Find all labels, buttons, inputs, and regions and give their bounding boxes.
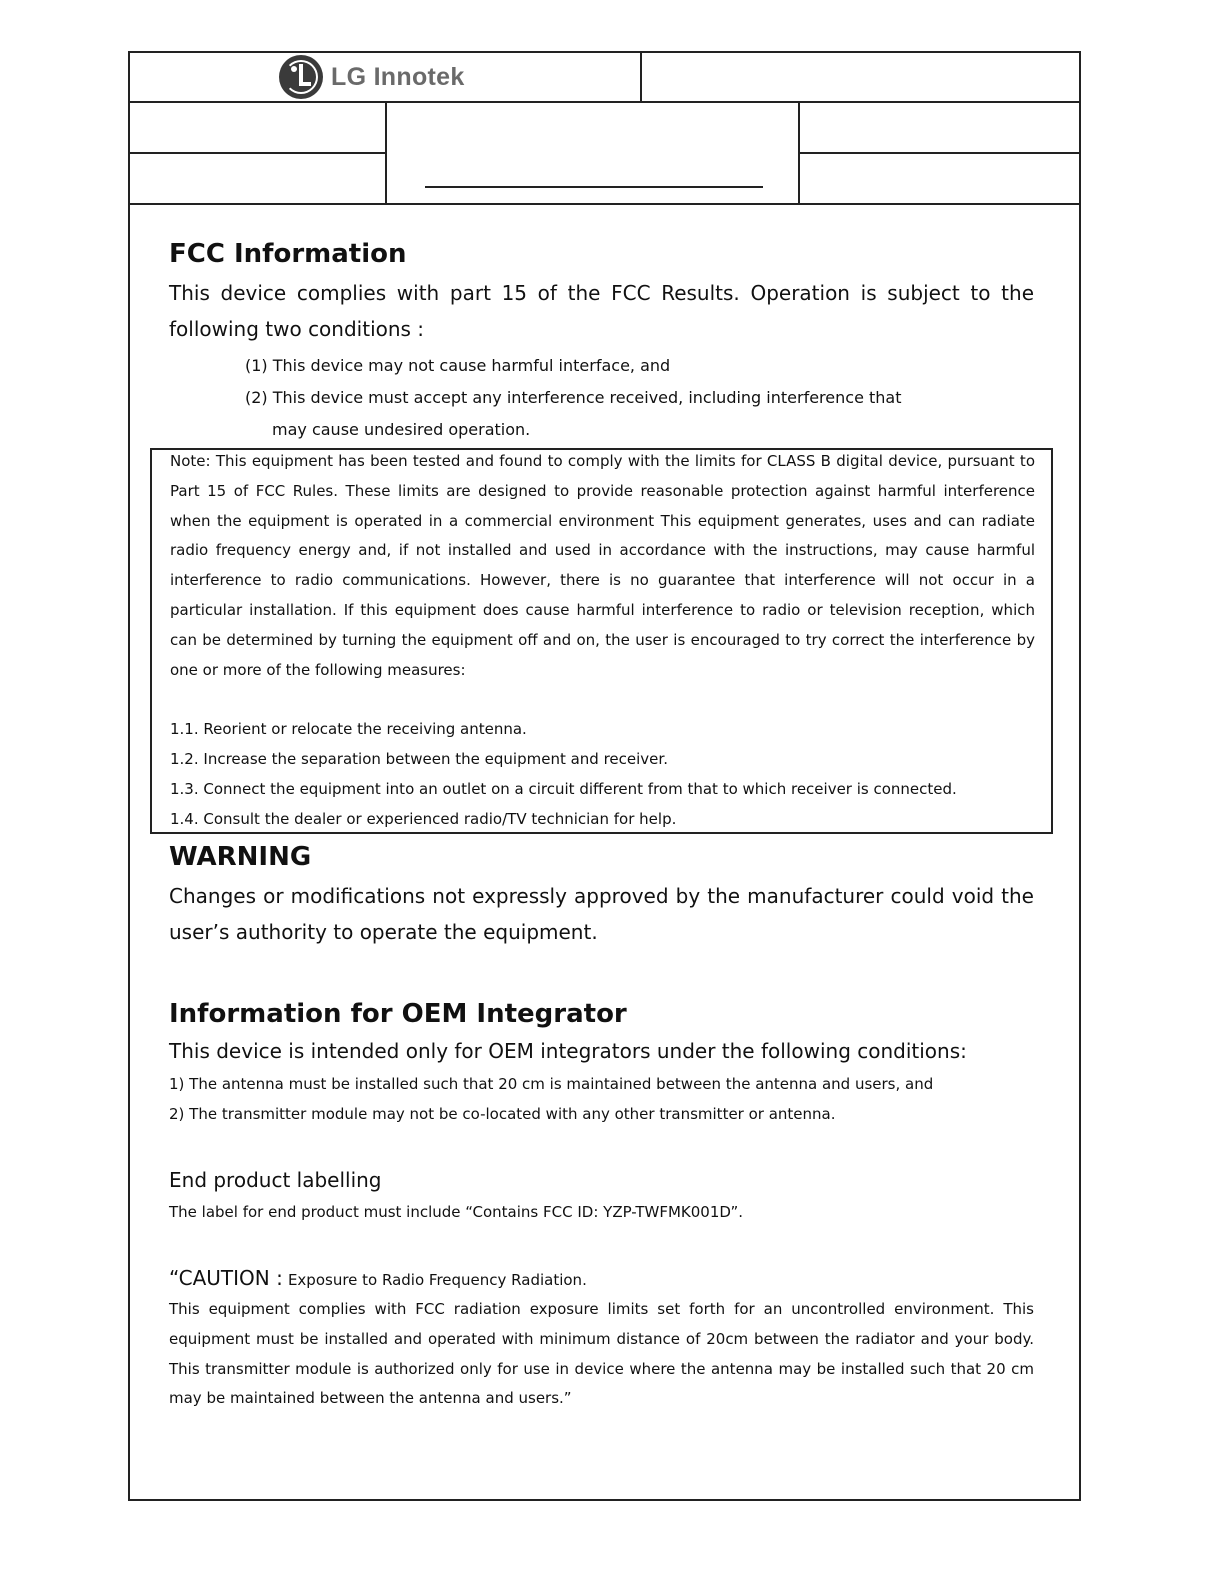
header-divider-top [640, 51, 642, 102]
warning-section [169, 840, 1034, 950]
caution-lead: “CAUTION : [169, 1266, 283, 1290]
note-measure-3: 1.3. Connect the equipment into an outlet on a circuit different from that to which receiver is connected. [170, 779, 957, 798]
fcc-conditions [245, 350, 1045, 446]
note-paragraph: Note: This equipment has been tested and found to comply with the limits for CLASS B digital device, pursuant to Part 15 of FCC Rules. These limits are designed to provide reasonable protection against harmful interference when the equipment is operated in a commercial environment This equipment generates, uses and can radiate radio frequency energy and, if not installed and used in accordance with the instructions, may cause harmful interference to radio communications. However, there is no guarantee that interference will not occur in a particular installation. If this equipment does cause harmful interference to radio or television reception, which can be determined by turning the equipment off and on, the user is encouraged to try correct the interference by one or more of the following measures: [170, 452, 1035, 679]
oem-item-2: 2) The transmitter module may not be co-located with any other transmitter or antenna. [169, 1105, 836, 1123]
header-rule-right-mid [798, 152, 1081, 154]
warning-title: WARNING [169, 842, 312, 872]
brand-name: LG Innotek [331, 62, 465, 91]
lg-logo-icon [279, 55, 323, 99]
fcc-condition-1: (1) This device may not cause harmful interface, and [245, 356, 671, 375]
fcc-intro: This device complies with part 15 of the FCC Results. Operation is subject to the following two conditions : [169, 281, 1034, 341]
oem-item-1: 1) The antenna must be installed such that 20 cm is maintained between the antenna and users, and [169, 1075, 934, 1093]
header-rule-bottom [128, 203, 1081, 205]
labelling-title: End product labelling [169, 1168, 382, 1192]
fcc-title: FCC Information [169, 239, 407, 269]
brand-logo [279, 54, 465, 100]
labelling-text: The label for end product must include “Contains FCC ID: YZP-TWFMK001D”. [169, 1203, 744, 1221]
note-box [150, 448, 1053, 834]
header-underline [425, 186, 763, 188]
oem-intro: This device is intended only for OEM integrators under the following conditions: [169, 1039, 967, 1063]
caution-text: This equipment complies with FCC radiation exposure limits set forth for an uncontrolled environment. This equipment must be installed and operated with minimum distance of 20cm between the radiator and your body. This transmitter module is authorized only for use in device where the antenna may be installed such that 20 cm may be maintained between the antenna and users.” [169, 1300, 1034, 1408]
header-rule-1 [128, 101, 1081, 103]
note-measure-4: 1.4. Consult the dealer or experienced radio/TV technician for help. [170, 809, 677, 828]
note-measure-2: 1.2. Increase the separation between the equipment and receiver. [170, 749, 668, 768]
warning-text: Changes or modifications not expressly approved by the manufacturer could void the user’s authority to operate the equipment. [169, 884, 1034, 944]
note-measure-1: 1.1. Reorient or relocate the receiving antenna. [170, 720, 527, 739]
fcc-condition-2: (2) This device must accept any interference received, including interference that [245, 388, 902, 407]
labelling-section [169, 1165, 1034, 1227]
caution-subtitle: Exposure to Radio Frequency Radiation. [287, 1271, 587, 1289]
oem-section [169, 997, 1034, 1129]
header-rule-left-mid [128, 152, 386, 154]
caution-section [169, 1263, 1034, 1414]
oem-title: Information for OEM Integrator [169, 999, 627, 1029]
caution-heading [169, 1263, 1034, 1295]
fcc-condition-2-cont: may cause undesired operation. [272, 420, 531, 439]
fcc-section [169, 237, 1034, 347]
